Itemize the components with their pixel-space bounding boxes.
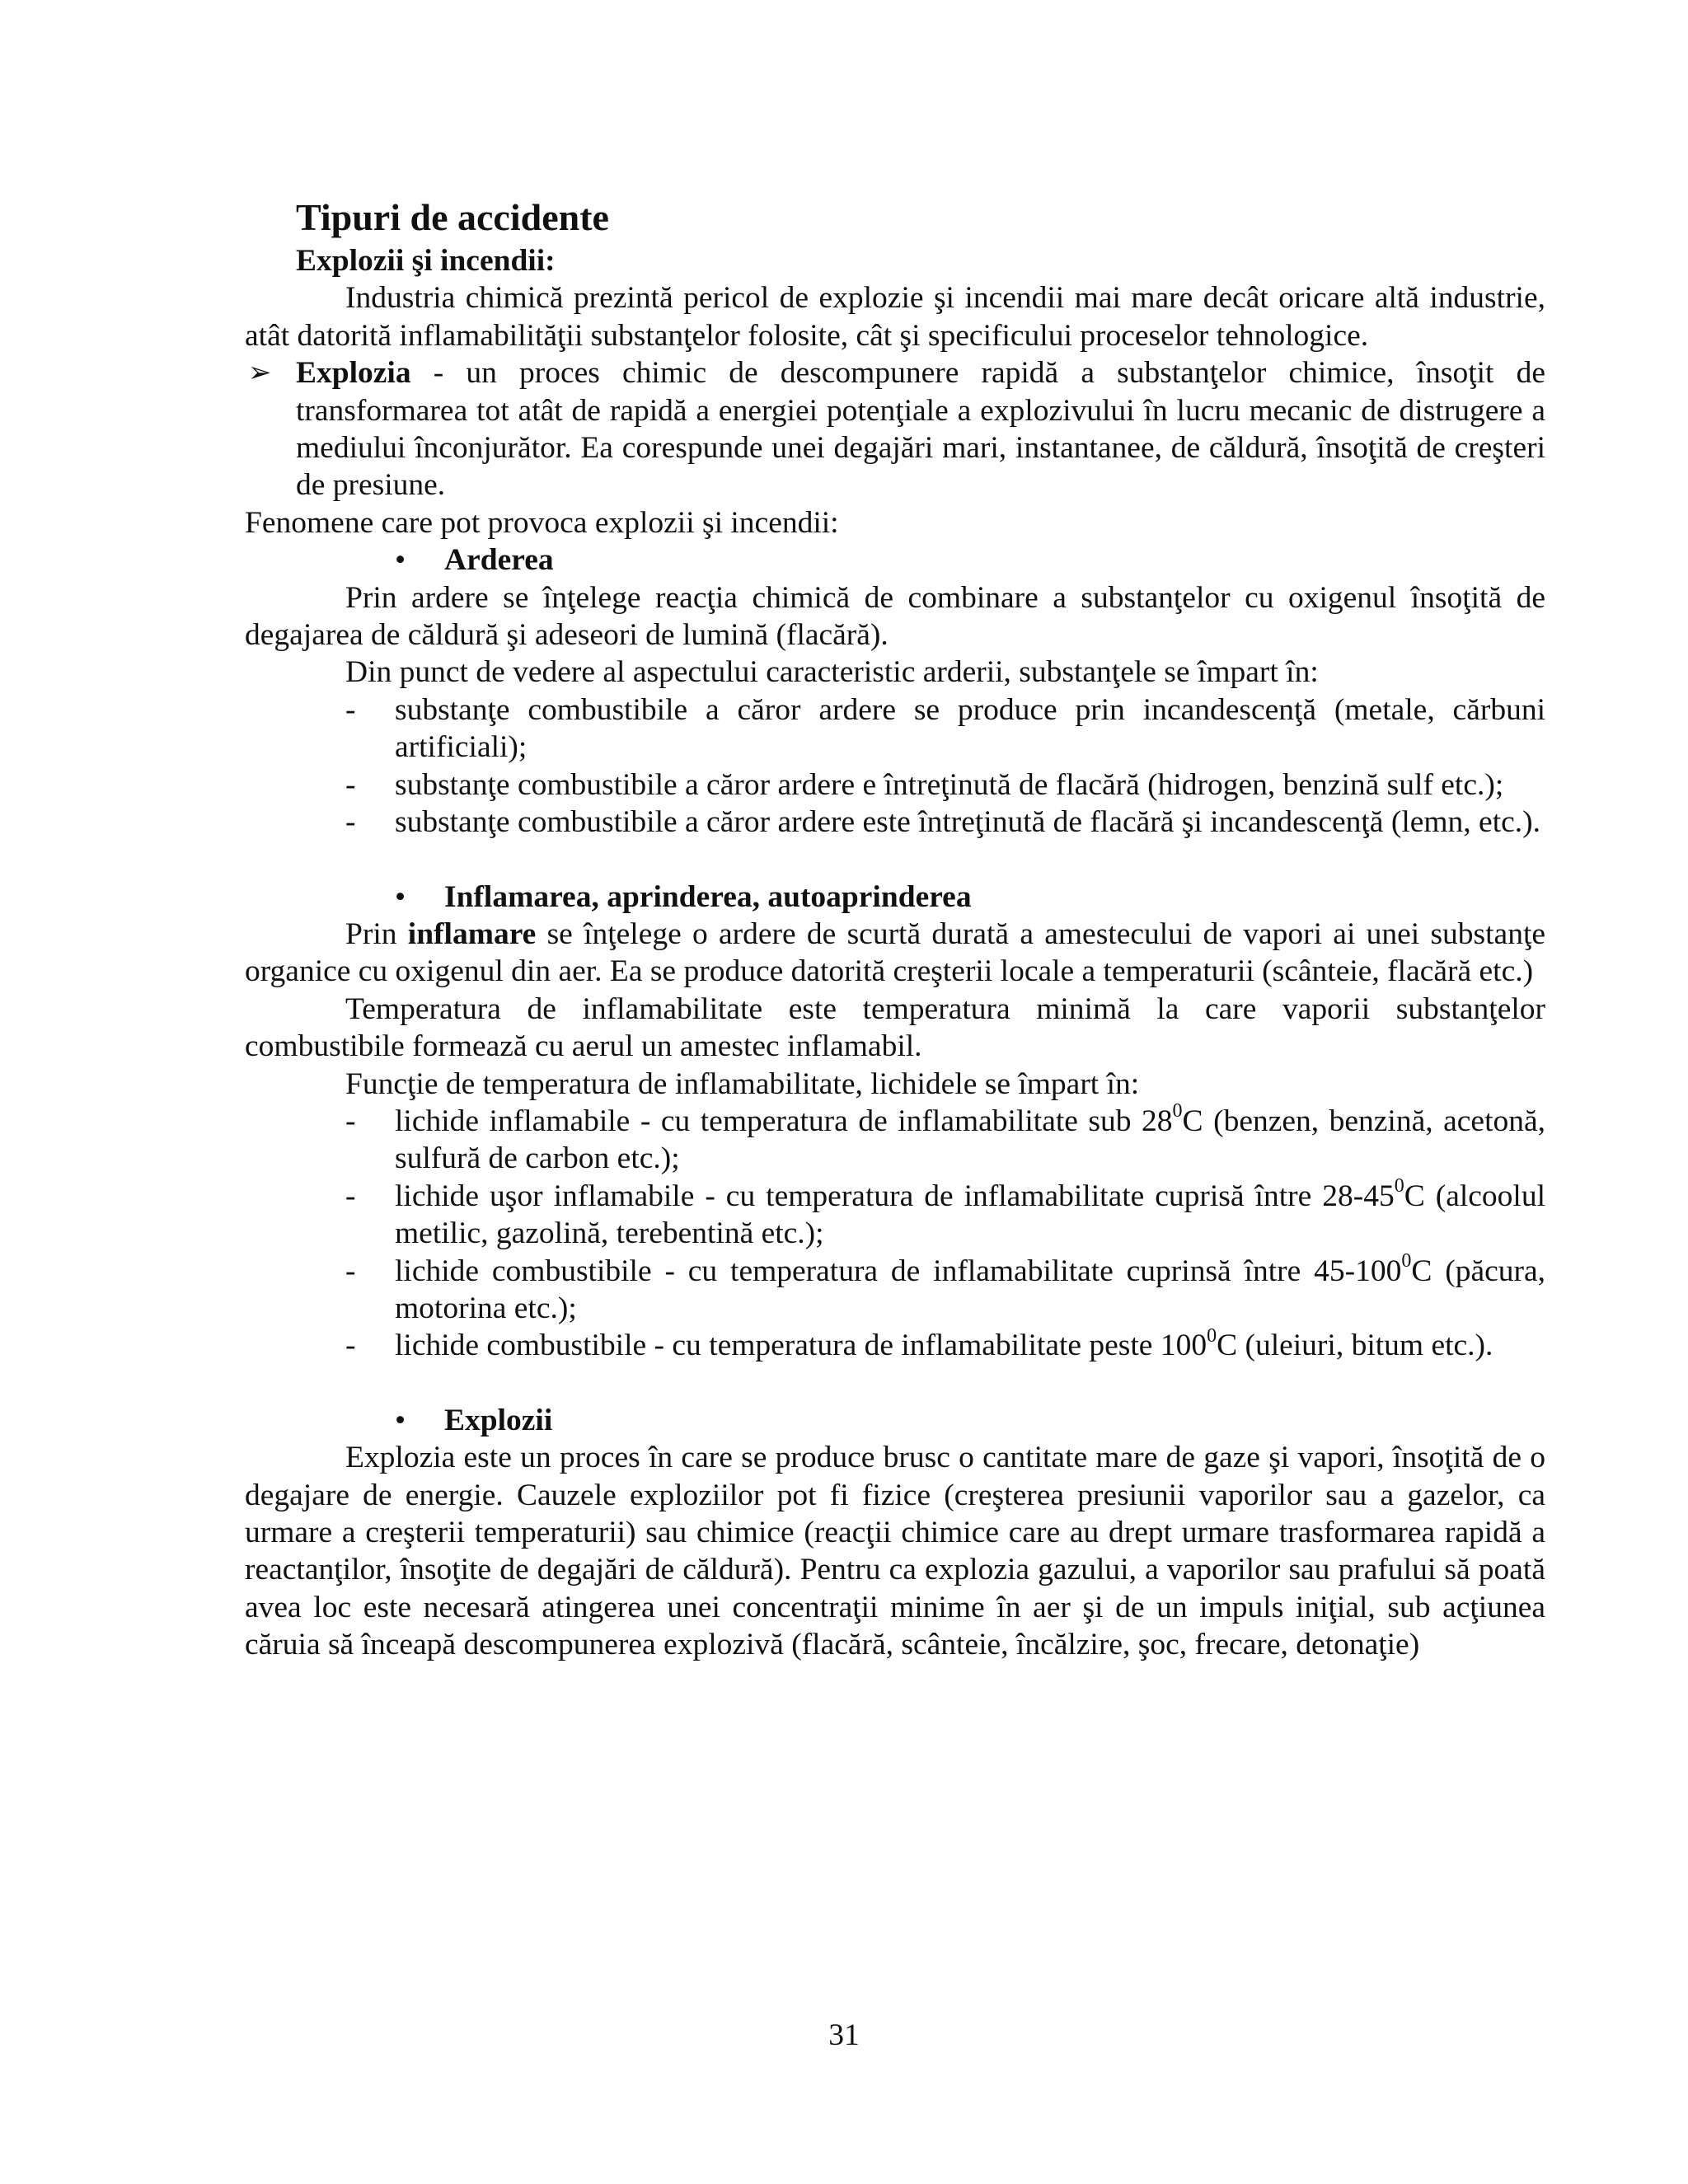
inflamarea-paragraph-3: Funcţie de temperatura de inflamabilitate, lichidele se împart în: <box>345 1066 1140 1101</box>
section-title: Tipuri de accidente <box>296 196 609 238</box>
spacer <box>245 841 1545 879</box>
list-item-pre: lichide combustibile - cu temperatura de inflamabilitate cuprinsă între 45-100 <box>395 1254 1402 1288</box>
lichide-list <box>245 1100 1546 1365</box>
inflamarea-paragraph-2: Temperatura de inflamabilitate este temperatura minimă la care vaporii substanţelor combustibile formează cu aerul un amestec inflamabil. <box>245 991 1545 1064</box>
list-item-post: C (alcoolul metilic, gazolină, terebentină etc.); <box>395 1179 1545 1251</box>
explozia-text: - un proces chimic de descompunere rapidă a substanţelor chimice, însoţit de transformarea tot atât de rapidă a energiei potenţiale a explozivului în lucru mecanic de distrugere a mediului înconjurător. Ea corespunde unei degajări mari, instantanee, de căldură, însoţită de creşteri de presiune. <box>296 356 1545 503</box>
list-item <box>245 804 1545 841</box>
inflamarea-paragraph-1 <box>245 916 1545 991</box>
degree-superscript: 0 <box>1207 1324 1217 1347</box>
list-item-pre: lichide inflamabile - cu temperatura de inflamabilitate sub 28 <box>395 1104 1173 1138</box>
arderea-paragraph-1: Prin ardere se înţelege reacţia chimică de combinare a substanţelor cu oxigenul însoţită de degajarea de căldură şi adeseori de lumină (flacără). <box>245 580 1545 653</box>
page-number: 31 <box>828 2018 860 2052</box>
list-item-pre: lichide uşor inflamabile - cu temperatura de inflamabilitate cuprisă între 28-45 <box>395 1179 1395 1213</box>
dash-marker: - <box>345 1329 356 1363</box>
dash-marker: - <box>345 1179 356 1213</box>
dash-marker: - <box>345 1254 356 1288</box>
inflamare-pre: Prin <box>345 916 408 951</box>
dash-marker: - <box>345 692 356 727</box>
list-item-text: substanţe combustibile a căror ardere e întreţinută de flacără (hidrogen, benzină sulf etc.); <box>395 767 1504 802</box>
bullet-icon: • <box>395 879 406 914</box>
section-subtitle: Explozii şi incendii: <box>296 244 556 278</box>
list-item-post: C (benzen, benzină, acetonă, sulfură de carbon etc.); <box>395 1104 1546 1176</box>
degree-superscript: 0 <box>1401 1250 1412 1272</box>
list-item-text: substanţe combustibile a căror ardere se produce prin incandescenţă (metale, cărbuni artificiali); <box>395 692 1545 765</box>
phenomena-intro: Fenomene care pot provoca explozii şi incendii: <box>245 505 839 540</box>
list-item <box>245 1250 1545 1328</box>
list-item <box>245 1324 1545 1364</box>
page-content <box>245 194 1545 1664</box>
arderea-list <box>245 691 1545 841</box>
explozii-paragraph: Explozia este un proces în care se produce brusc o cantitate mare de gaze şi vapori, însoţită de o degajare de energie. Cauzele exploziilor pot fi fizice (creşterea presiunii vaporilor sau a gazelor, ca urmare a creşterii temperaturii) sau chimice (reacţii chimice care au drept urmare trasformarea rapidă a reactanţilor, însoţite de degajări de căldură). Pentru ca explozia gazului, a vaporilor sau prafului să poată avea loc este necesară atingerea unei concentraţii minime în aer şi de un impuls iniţial, sub acţiunea căruia să înceapă descompunerea explozivă (flacără, scânteie, încălzire, şoc, frecare, detonaţie) <box>245 1441 1545 1662</box>
spacer <box>245 1365 1545 1402</box>
intro-paragraph: Industria chimică prezintă pericol de explozie şi incendii mai mare decât oricare altă industrie, atât datorită inflamabilităţii substanţelor folosite, cât şi specificului proceselor tehnologice. <box>245 281 1545 353</box>
bullet-icon: • <box>395 1403 406 1437</box>
list-item-post: C (păcura, motorina etc.); <box>395 1254 1545 1325</box>
arrow-bullet-icon: ➢ <box>248 358 272 389</box>
inflamare-post: se înţelege o ardere de scurtă durată a amestecului de vapori ai unei substanţe organice cu oxigenul din aer. Ea se produce datorită creşterii locale a temperaturii (scânteie, flacără etc.) <box>245 916 1546 989</box>
arderea-heading <box>245 541 1545 579</box>
explozii-heading-text: Explozii <box>444 1403 553 1437</box>
dash-marker: - <box>345 767 356 802</box>
bullet-icon: • <box>395 543 406 578</box>
list-item <box>245 691 1545 766</box>
list-item <box>245 1175 1545 1253</box>
list-item <box>245 1100 1546 1178</box>
explozia-term: Explozia <box>296 356 411 391</box>
explozii-heading <box>245 1402 1545 1439</box>
dash-marker: - <box>345 1104 356 1138</box>
explozia-definition <box>245 354 1545 504</box>
arderea-heading-text: Arderea <box>444 543 554 578</box>
inflamarea-heading-text: Inflamarea, aprinderea, autoaprinderea <box>444 879 972 914</box>
degree-superscript: 0 <box>1394 1175 1404 1197</box>
degree-superscript: 0 <box>1172 1100 1183 1122</box>
inflamarea-heading <box>245 879 1545 916</box>
list-item <box>245 766 1545 804</box>
list-item-pre: lichide combustibile - cu temperatura de inflamabilitate peste 100 <box>395 1329 1207 1363</box>
list-item-post: C (uleiuri, bitum etc.). <box>1217 1329 1493 1363</box>
arderea-paragraph-2: Din punct de vedere al aspectului caracteristic arderii, substanţele se împart în: <box>345 655 1319 690</box>
list-item-text: substanţe combustibile a căror ardere este întreţinută de flacără şi incandescenţă (lemn, etc.). <box>395 805 1540 840</box>
dash-marker: - <box>345 805 356 840</box>
inflamare-term: inflamare <box>407 916 537 951</box>
